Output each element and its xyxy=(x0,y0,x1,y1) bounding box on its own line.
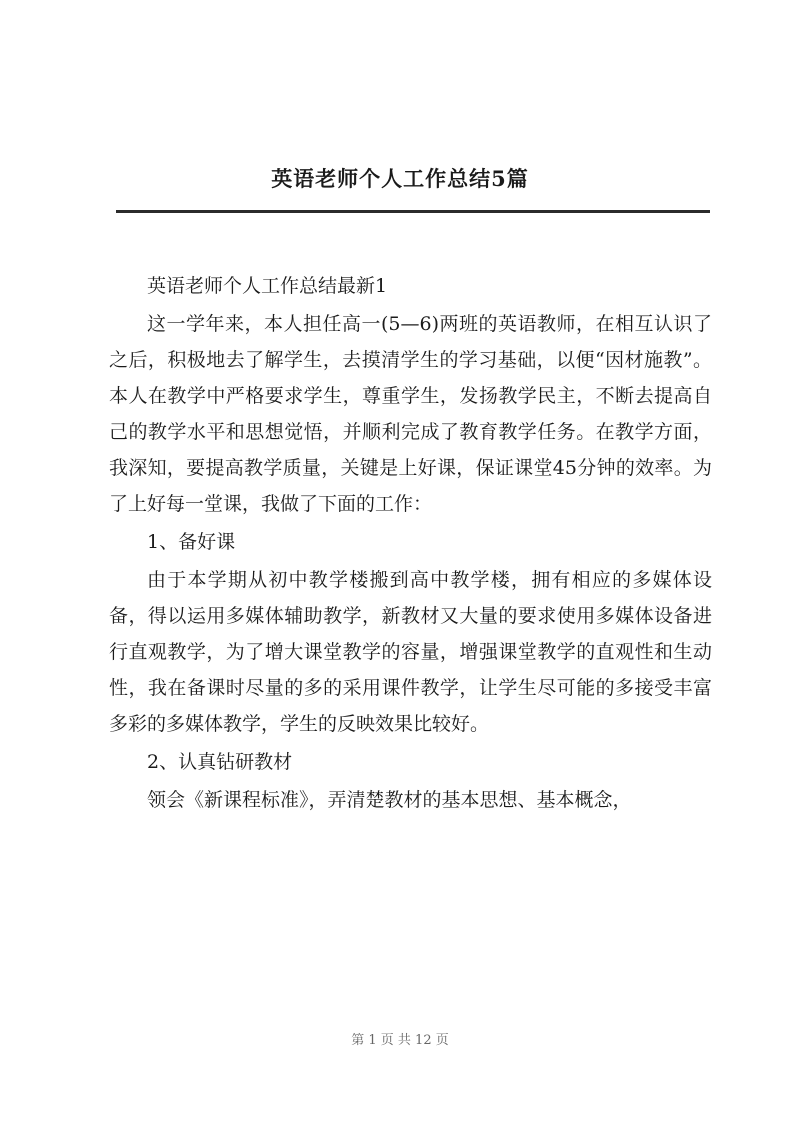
body-paragraph: 领会《新课程标准》，弄清楚教材的基本思想、基本概念， xyxy=(147,789,632,811)
subsection-heading: 1、备好课 xyxy=(147,531,236,553)
body-paragraph: 由于本学期从初中教学楼搬到高中教学楼，拥有相应的多媒体设备，得以运用多媒体辅助教学，新教材又大量的要求使用多媒体设备进行直观教学，为了增大课堂教学的容量，增强课堂教学的直观性和生动性，我在备课时尽量的多的采用课件教学，让学生尽可能的多接受丰富多彩的多媒体教学，学生的反映效果比较好。 xyxy=(109,569,712,735)
page-title: 英语老师个人工作总结5篇 xyxy=(271,166,529,191)
document-body xyxy=(109,268,712,820)
page-footer: 第 1 页 共 12 页 xyxy=(351,1033,449,1048)
body-paragraph: 这一学年来，本人担任高一(5—6)两班的英语教师，在相互认识了之后，积极地去了解学生，去摸清学生的学习基础，以便“因材施教”。本人在教学中严格要求学生，尊重学生，发扬教学民主，不断去提高自己的教学水平和思想觉悟，并顺利完成了教育教学任务。在教学方面，我深知，要提高教学质量，关键是上好课，保证课堂45分钟的效率。为了上好每一堂课，我做了下面的工作： xyxy=(109,313,712,515)
section-heading: 英语老师个人工作总结最新1 xyxy=(147,275,388,297)
title-divider xyxy=(116,210,710,213)
subsection-heading: 2、认真钻研教材 xyxy=(147,751,293,773)
